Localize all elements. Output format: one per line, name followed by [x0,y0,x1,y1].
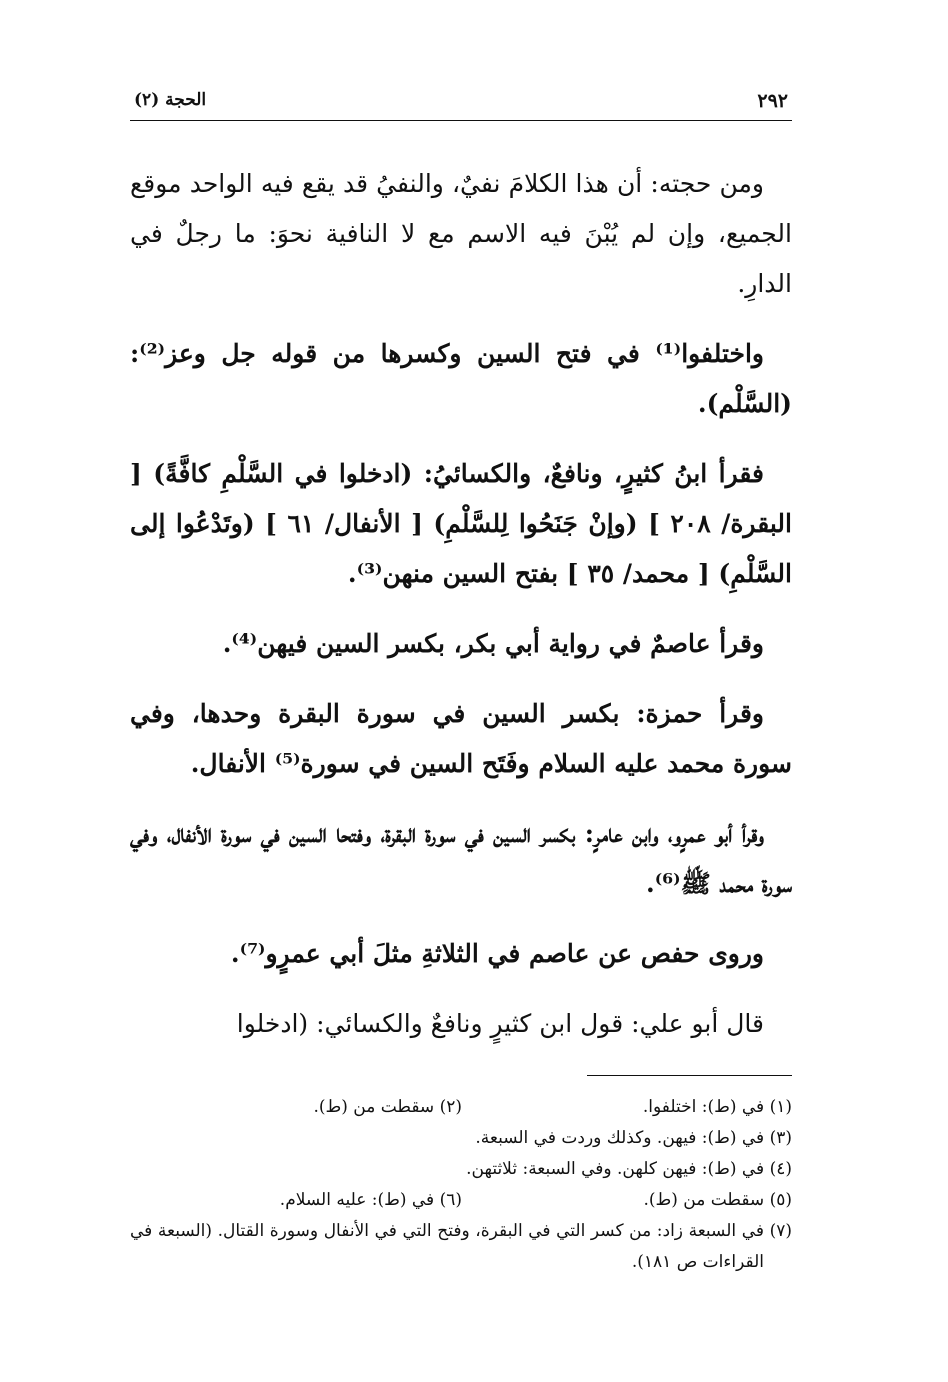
running-title: الحجة (٢) [134,90,207,110]
footnote-5: (٥) سقطت من (ط). [643,1190,792,1210]
paragraph-8: قال أبو علي: قول ابن كثيرٍ ونافعٌ والكسائي: (ادخلوا [236,1009,764,1038]
main-text [130,159,792,1049]
footnote-4: (٤) في (ط): فيهن كلهن. وفي السبعة: ثلاثتهن. [466,1159,792,1179]
footnote-7: (٧) في السبعة زاد: من كسر التي في البقرة، وفتح التي في الأنفال وسورة القتال. (السبعة في القراءات ص ١٨١). [130,1221,792,1272]
footnote-row [130,1092,792,1123]
paragraph-4: وقرأ عاصمٌ في رواية أبي بكر، بكسر السين فيهن⁽⁴⁾. [222,629,764,658]
footnote-row [130,1185,792,1216]
paragraph-7: وروى حفص عن عاصم في الثلاثةِ مثلَ أبي عمرٍو⁽⁷⁾. [230,939,764,968]
page-header [130,88,792,121]
footnote-1: (١) في (ط): اختلفوا. [642,1097,792,1117]
paragraph-5: وقرأ حمزة: بكسر السين في سورة البقرة وحدها، وفي سورة محمد عليه السلام وفَتَح السين في سورة⁽⁵⁾ الأنفال. [130,699,792,778]
paragraph-3: فقرأ ابنُ كثيرٍ، ونافعٌ، والكسائيُ: (ادخلوا في السَّلْمِ كافَّةً) [ البقرة/ ٢٠٨ ] (وإنْ جَنَحُوا لِلسَّلْمِ) [ الأنفال/ ٦١ ] (وتَدْعُوا إلى السَّلْمِ) [ محمد/ ٣٥ ] بفتح السين منهن⁽³⁾. [130,459,792,588]
page-number: ٢٩٢ [757,90,788,112]
footnote-2: (٢) سقطت من (ط). [313,1097,462,1117]
footnote-6: (٦) في (ط): عليه السلام. [279,1190,462,1210]
paragraph-1: ومن حجته: أن هذا الكلامَ نفيٌ، والنفيُ قد يقع فيه الواحد موقع الجميع، وإن لم يُبْنَ فيه الاسم مع لا النافية نحوَ: ما رجلٌ في الدارِ. [130,169,792,298]
footnote-separator [587,1075,792,1076]
book-page [130,88,792,1368]
footnote-3: (٣) في (ط): فيهن. وكذلك وردت في السبعة. [475,1128,792,1148]
footnotes [130,1092,792,1278]
paragraph-6: وقرأ أبو عمرٍو، وابن عامرٍ: بكسر السين في سورة البقرة، وفتحا السين في سورة الأنفال، وفي سورة محمد ﷺ⁽⁶⁾. [130,819,792,898]
paragraph-2: واختلفوا⁽¹⁾ في فتح السين وكسرها من قوله جل وعز⁽²⁾: (السَّلْم). [130,339,792,418]
